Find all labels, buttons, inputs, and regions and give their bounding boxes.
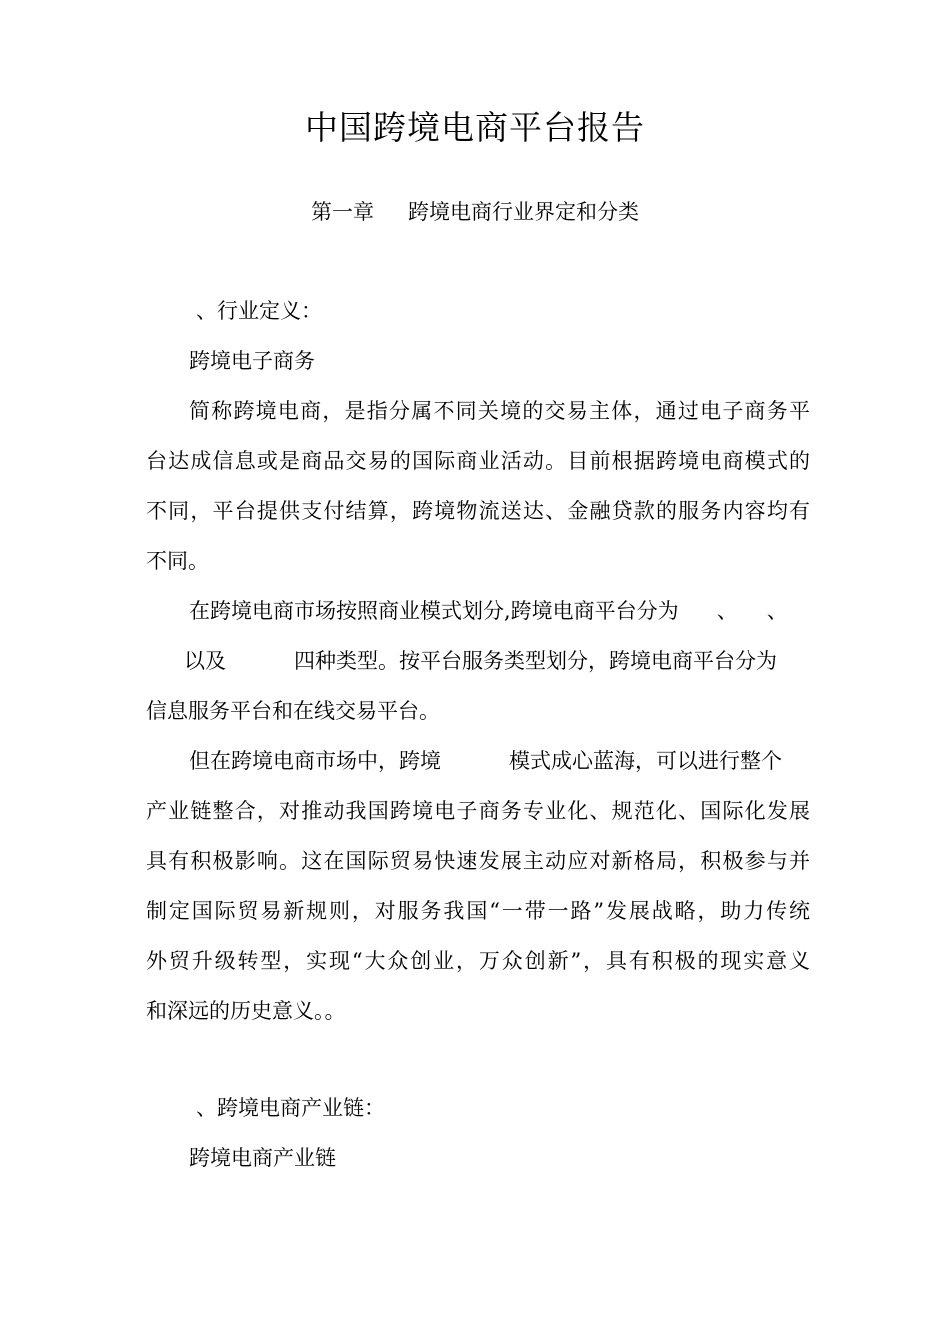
paragraph-text: 以及 (184, 649, 226, 673)
list-separator: 、 (716, 599, 738, 623)
paragraph-business-model-line3: 信息服务平台和在线交易平台。 (146, 699, 440, 723)
paragraph-blue-ocean-line1 (189, 736, 782, 786)
paragraph-line: 产业链整合，对推动我国跨境电子商务专业化、规范化、国际化发展 (146, 799, 810, 823)
paragraph-line: 外贸升级转型，实现“大众创业，万众创新”，具有积极的现实意义 (146, 949, 810, 973)
paragraph-text: 在跨境电商市场按照商业模式划分,跨境电商平台分为 (189, 599, 679, 623)
subheading-industry-chain: 跨境电商产业链 (189, 1146, 336, 1170)
paragraph-line: 制定国际贸易新规则，对服务我国“一带一路”发展战略，助力传统 (146, 899, 810, 923)
paragraph-business-model-line2 (184, 636, 777, 686)
chapter-heading (0, 196, 950, 226)
paragraph-text: 四种类型。按平台服务类型划分，跨境电商平台分为 (294, 649, 777, 673)
chapter-name: 跨境电商行业界定和分类 (408, 200, 639, 224)
paragraph-blue-ocean (146, 786, 810, 1036)
paragraph-line: 不同，平台提供支付结算，跨境物流送达、金融贷款的服务内容均有 (146, 499, 810, 523)
subheading-cross-border-ecommerce: 跨境电子商务 (189, 349, 315, 373)
paragraph-line: 不同。 (146, 549, 209, 573)
paragraph-text: 模式成心蓝海，可以进行整个 (509, 749, 782, 773)
paragraph-line: 和深远的历史意义。。 (146, 999, 346, 1023)
paragraph-definition (146, 386, 810, 586)
chapter-number: 第一章 (311, 200, 374, 224)
document-title: 中国跨境电商平台报告 (305, 108, 645, 147)
paragraph-line: 具有积极影响。这在国际贸易快速发展主动应对新格局，积极参与并 (146, 849, 810, 873)
section-heading-definition: 、行业定义： (196, 299, 322, 323)
paragraph-line: 简称跨境电商，是指分属不同关境的交易主体，通过电子商务平 (189, 399, 810, 423)
paragraph-business-model-line1 (189, 586, 788, 636)
section-heading-industry-chain: 、跨境电商产业链： (196, 1096, 385, 1120)
list-separator: 、 (766, 599, 788, 623)
paragraph-line: 台达成信息或是商品交易的国际商业活动。目前根据跨境电商模式的 (146, 449, 810, 473)
paragraph-text: 但在跨境电商市场中，跨境 (189, 749, 441, 773)
